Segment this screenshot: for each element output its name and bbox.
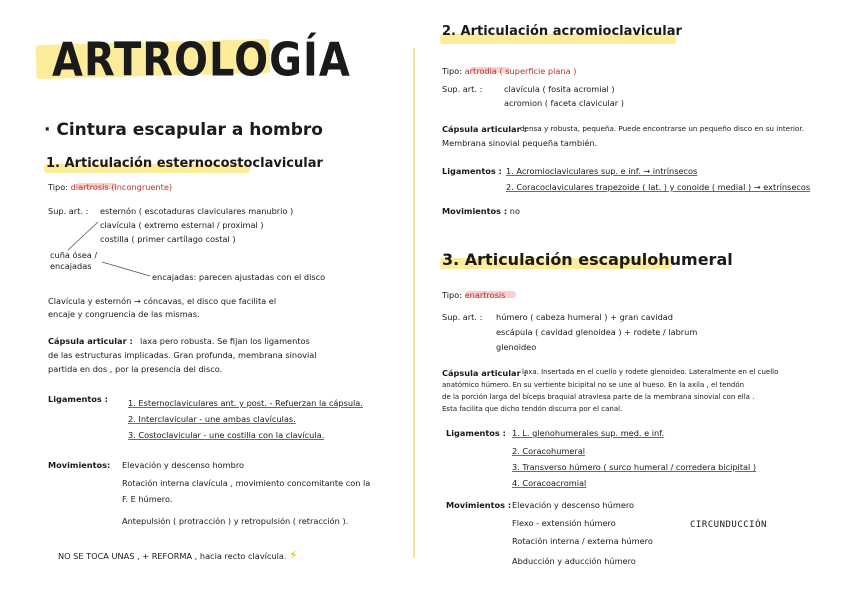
art1-lig-line: 1. Esternoclaviculares ant. y post. - Refuerzan la cápsula. bbox=[128, 398, 363, 408]
art3-tipo-value: enartrosis bbox=[464, 290, 506, 300]
art1-footer-text: NO SE TOCA UNAS , + REFORMA , hacia recto clavícula. bbox=[58, 551, 287, 561]
art3-sup-line: escápula ( cavidad glenoidea ) + rodete / labrum bbox=[496, 327, 698, 337]
art3-lig-line: 3. Transverso húmero ( surco humeral / corredera bicipital ) bbox=[512, 462, 757, 472]
art1-lig-label: Ligamentos : bbox=[48, 394, 108, 404]
art3-capsula-label: Cápsula articular : bbox=[442, 368, 527, 378]
art2-mov-value: no bbox=[509, 206, 520, 216]
art1-side-note: encajadas bbox=[50, 261, 92, 271]
art3-sup-line: glenoideo bbox=[496, 342, 537, 352]
art2-tipo-label: Tipo: bbox=[442, 66, 462, 76]
art3-tipo bbox=[442, 290, 505, 300]
art3-lig-line: 2. Coracohumeral bbox=[512, 446, 586, 456]
art2-mov-label: Movimientos : bbox=[442, 206, 508, 216]
art1-mov-line: Antepulsión ( protracción ) y retropulsión ( retracción ). bbox=[122, 516, 349, 526]
art1-footer-note bbox=[58, 548, 298, 562]
art2-lig-line: 2. Coracoclaviculares trapezoide ( lat. ) y conoide ( medial ) → extrínsecos bbox=[506, 182, 811, 192]
art1-clavicle-note: encaje y congruencia de las mismas. bbox=[48, 309, 200, 319]
art3-mov-line: Flexo - extensión húmero bbox=[512, 518, 616, 528]
art3-sup-label: Sup. art. : bbox=[442, 312, 483, 322]
art1-mov-line: Rotación interna clavícula , movimiento concomitante con la bbox=[122, 478, 371, 488]
art1-side-note: cuña ósea / bbox=[50, 250, 98, 260]
art2-capsula-line: Membrana sinovial pequeña también. bbox=[442, 138, 598, 148]
art2-lig-line: 1. Acromioclaviculares sup. e inf. → intrínsecos bbox=[506, 166, 698, 176]
art1-mov-line: F. E húmero. bbox=[122, 494, 173, 504]
art3-lig-label: Ligamentos : bbox=[446, 428, 506, 438]
lightning-icon: ⚡ bbox=[289, 548, 298, 562]
art2-lig-label: Ligamentos : bbox=[442, 166, 502, 176]
art1-clavicle-note: Clavícula y esternón → cóncavas, el disco que facilita el bbox=[48, 296, 277, 306]
art2-mov bbox=[442, 206, 520, 216]
art1-tipo bbox=[48, 182, 172, 192]
art1-capsula-line: de las estructuras implicadas. Gran profunda, membrana sinovial bbox=[48, 350, 317, 360]
art1-sup-line: clavícula ( extremo esternal / proximal ) bbox=[100, 220, 264, 230]
art2-sup-label: Sup. art. : bbox=[442, 84, 483, 94]
art1-mov-line: Elevación y descenso hombro bbox=[122, 460, 245, 470]
art3-capsula-line: Esta facilita que dicho tendón discurra por el canal. bbox=[442, 405, 623, 413]
art1-sup-line: costilla ( primer cartílago costal ) bbox=[100, 234, 236, 244]
art1-tipo-label: Tipo: bbox=[48, 182, 68, 192]
art1-capsula-line: partida en dos , por la presencia del disco. bbox=[48, 364, 223, 374]
art1-sup-line: esternón ( escotaduras claviculares manubrio ) bbox=[100, 206, 294, 216]
art1-mov-label: Movimientos: bbox=[48, 460, 111, 470]
page-title: ARTROLOGÍA bbox=[52, 34, 351, 87]
art3-lig-line: 4. Coracoacromial bbox=[512, 478, 587, 488]
art3-capsula-line: de la porción larga del bíceps braquial atraviesa parte de la membrana sinovial con ella . bbox=[442, 393, 755, 401]
art1-title: 1. Articulación esternocostoclavicular bbox=[46, 156, 323, 171]
art1-lig-line: 3. Costoclavicular - une costilla con la clavícula. bbox=[128, 430, 325, 440]
circumduction-note: CIRCUNDUCCIÓN bbox=[690, 520, 767, 530]
section-heading: · Cintura escapular a hombro bbox=[44, 120, 323, 140]
art3-title: 3. Articulación escapulohumeral bbox=[442, 250, 733, 269]
art1-side-result: encajadas: parecen ajustadas con el disco bbox=[152, 272, 326, 282]
art2-sup-line: acromion ( faceta clavicular ) bbox=[504, 98, 624, 108]
art3-capsula-line: anatómico húmero. En su vertiente bicipital no se une al hueso. En la axila , el tendón bbox=[442, 381, 745, 389]
art2-capsula-line: densa y robusta, pequeña. Puede encontrarse un pequeño disco en su interior. bbox=[520, 124, 804, 133]
art3-mov-label: Movimientos : bbox=[446, 500, 512, 510]
art1-sup-label: Sup. art. : bbox=[48, 206, 89, 216]
art1-tipo-value: diartrosis (incongruente) bbox=[70, 182, 173, 192]
art3-mov-line: Elevación y descenso húmero bbox=[512, 500, 635, 510]
art3-tipo-label: Tipo: bbox=[442, 290, 462, 300]
art2-title: 2. Articulación acromioclavicular bbox=[442, 24, 682, 39]
art1-capsula-line: laxa pero robusta. Se fijan los ligamentos bbox=[140, 336, 310, 346]
art3-capsula-line: laxa. Insertada en el cuello y rodete glenoideo. Lateralmente en el cuello bbox=[522, 368, 779, 376]
art3-sup-line: húmero ( cabeza humeral ) + gran cavidad bbox=[496, 312, 673, 322]
art2-sup-line: clavícula ( fosita acromial ) bbox=[504, 84, 615, 94]
art2-tipo-value: artrodia ( superficie plana ) bbox=[464, 66, 577, 76]
art3-mov-line: Rotación interna / externa húmero bbox=[512, 536, 653, 546]
art3-lig-line: 1. L. glenohumerales sup. med. e inf. bbox=[512, 428, 665, 438]
art1-lig-line: 2. Interclavicular - une ambas clavículas. bbox=[128, 414, 296, 424]
art1-capsula-label: Cápsula articular : bbox=[48, 336, 133, 346]
art2-capsula-label: Cápsula articular : bbox=[442, 124, 527, 134]
art2-tipo bbox=[442, 66, 576, 76]
art3-mov-line: Abducción y aducción húmero bbox=[512, 556, 636, 566]
